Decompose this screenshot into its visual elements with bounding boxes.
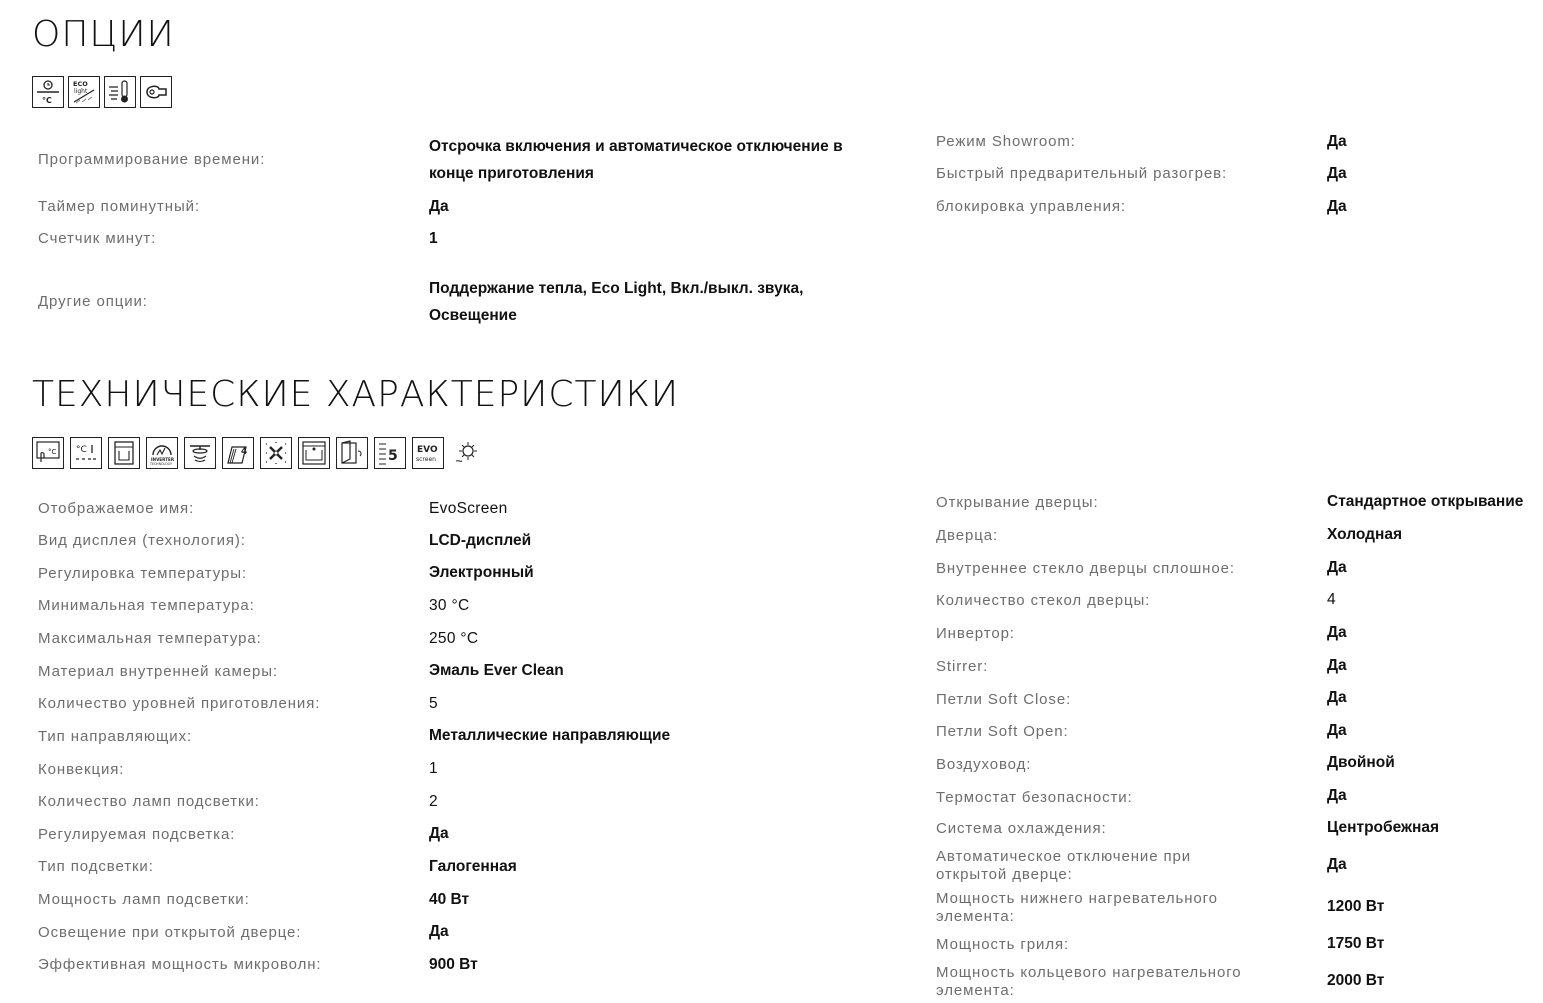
spec-value: 250 °C: [429, 630, 479, 647]
cooling-fan-icon: [260, 437, 292, 469]
spec-value: Да: [429, 825, 449, 842]
fast-preheat-icon: [104, 76, 136, 108]
spec-value: Да: [1327, 624, 1347, 641]
spec-label: Максимальная температура:: [38, 630, 262, 647]
spec-label: Воздуховод:: [936, 756, 1032, 773]
evo-icon-sublabel: screen: [416, 456, 436, 463]
spec-label: Stirrer:: [936, 658, 989, 675]
spec-label: Освещение при открытой дверце:: [38, 924, 302, 941]
spec-label: Режим Showroom:: [936, 133, 1076, 150]
svg-text:°C: °C: [76, 445, 87, 455]
tech-left-column: [38, 493, 898, 983]
halogen-light-icon: [298, 437, 330, 469]
spec-value: EvoScreen: [429, 500, 508, 517]
spec-value: Стандартное открывание: [1327, 493, 1524, 510]
spec-value: Двойной: [1327, 754, 1395, 771]
spec-label: Минимальная температура:: [38, 597, 255, 614]
spec-value: Металлические направляющие: [429, 727, 671, 744]
svg-text:ECO: ECO: [73, 80, 88, 88]
spec-value: Да: [1327, 133, 1347, 150]
spec-label: Количество уровней приготовления:: [38, 695, 321, 712]
spec-label: Конвекция:: [38, 761, 125, 778]
timer-celsius-icon: [32, 76, 64, 108]
svg-text:°C: °C: [42, 96, 52, 105]
stirrer-icon: [184, 437, 216, 469]
spec-label: Количество ламп подсветки:: [38, 793, 260, 810]
svg-text:°C: °C: [48, 448, 57, 456]
options-left-column: [38, 133, 898, 333]
spec-value: Электронный: [429, 564, 534, 581]
spec-value: 1: [429, 230, 438, 247]
evo-screen-icon: [412, 437, 444, 469]
spec-label: Регулируемая подсветка:: [38, 826, 236, 843]
spec-value: 40 Вт: [429, 891, 470, 908]
spec-value: Да: [1327, 165, 1347, 182]
spec-label: Дверца:: [936, 527, 999, 544]
spec-value: Да: [1327, 657, 1347, 674]
spec-value: 2: [429, 793, 438, 810]
spec-value: Холодная: [1327, 526, 1402, 543]
spec-label: Отображаемое имя:: [38, 500, 195, 517]
spec-value: Да: [1327, 787, 1347, 804]
spec-value: 2000 Вт: [1327, 972, 1385, 989]
spec-value: Эмаль Ever Clean: [429, 662, 564, 679]
spec-value: 30 °C: [429, 597, 470, 614]
options-icon-row: [32, 76, 172, 108]
spec-label: Мощность нижнего нагревательного элемента:: [936, 890, 1218, 925]
touch-display-icon: [32, 437, 64, 469]
five-levels-icon: [374, 437, 406, 469]
spec-label: Количество стекол дверцы:: [936, 592, 1151, 609]
eco-light-icon: [68, 76, 100, 108]
spec-value: Да: [429, 923, 449, 940]
spec-value: 1: [429, 760, 438, 777]
tech-icon-row: [32, 437, 482, 469]
spec-value: Да: [1327, 722, 1347, 739]
spec-label: Программирование времени:: [38, 151, 266, 168]
spec-label: Мощность кольцевого нагревательного элемента:: [936, 964, 1242, 999]
spec-label: Таймер поминутный:: [38, 198, 200, 215]
svg-text:INVERTER: INVERTER: [151, 457, 175, 462]
spec-label: Материал внутренней камеры:: [38, 663, 278, 680]
spec-value: Центробежная: [1327, 819, 1440, 836]
spec-label: Тип направляющих:: [38, 728, 193, 745]
electronic-control-icon: [70, 437, 102, 469]
spec-value: 5: [429, 695, 438, 712]
tech-right-column: [936, 488, 1536, 1000]
svg-text:light: light: [74, 88, 88, 95]
soft-close-door-icon: [336, 437, 368, 469]
spec-value: Галогенная: [429, 858, 517, 875]
spec-label: Другие опции:: [38, 293, 148, 310]
spec-label: Термостат безопасности:: [936, 789, 1133, 806]
svg-text:TECHNOLOGY: TECHNOLOGY: [150, 462, 172, 466]
spec-value: Да: [1327, 198, 1347, 215]
sun-light-icon: [450, 437, 482, 469]
spec-label: блокировка управления:: [936, 198, 1126, 215]
spec-label: Вид дисплея (технология):: [38, 532, 246, 549]
spec-label: Быстрый предварительный разогрев:: [936, 165, 1228, 182]
spec-label: Внутреннее стекло дверцы сплошное:: [936, 560, 1235, 577]
spec-label: Эффективная мощность микроволн:: [38, 956, 322, 973]
cold-door-icon: [108, 437, 140, 469]
spec-value: 1750 Вт: [1327, 935, 1385, 952]
spec-value: Да: [1327, 856, 1347, 873]
spec-value: Отсрочка включения и автоматическое отключение в конце приготовления: [429, 138, 843, 182]
spec-value: 900 Вт: [429, 956, 478, 973]
spec-label: Мощность гриля:: [936, 936, 1070, 953]
options-title: ОПЦИИ: [32, 14, 175, 55]
spec-label: Открывание дверцы:: [936, 494, 1099, 511]
spec-label: Петли Soft Close:: [936, 691, 1072, 708]
spec-value: Да: [1327, 689, 1347, 706]
spec-value: Да: [429, 198, 449, 215]
four-glass-door-icon: [222, 437, 254, 469]
svg-text:4: 4: [241, 447, 248, 457]
evo-icon-label: EVO: [417, 445, 438, 455]
svg-text:5: 5: [388, 448, 398, 464]
spec-label: Регулировка температуры:: [38, 565, 247, 582]
spec-value: Поддержание тепла, Eco Light, Вкл./выкл. звука, Освещение: [429, 280, 804, 324]
spec-label: Система охлаждения:: [936, 820, 1107, 837]
inverter-technology-icon: [146, 437, 178, 469]
spec-label: Инвертор:: [936, 625, 1015, 642]
spec-label: Тип подсветки:: [38, 858, 154, 875]
spec-value: Да: [1327, 559, 1347, 576]
spec-label: Петли Soft Open:: [936, 723, 1069, 740]
options-right-column: [936, 128, 1536, 228]
spec-value: 1200 Вт: [1327, 898, 1385, 915]
spec-value: LCD-дисплей: [429, 532, 532, 549]
child-lock-icon: [140, 76, 172, 108]
spec-label: Автоматическое отключение при открытой дверце:: [936, 848, 1192, 883]
spec-value: 4: [1327, 591, 1336, 608]
spec-label: Счетчик минут:: [38, 230, 157, 247]
tech-specs-title: ТЕХНИЧЕСКИЕ ХАРАКТЕРИСТИКИ: [32, 374, 680, 415]
spec-label: Мощность ламп подсветки:: [38, 891, 250, 908]
